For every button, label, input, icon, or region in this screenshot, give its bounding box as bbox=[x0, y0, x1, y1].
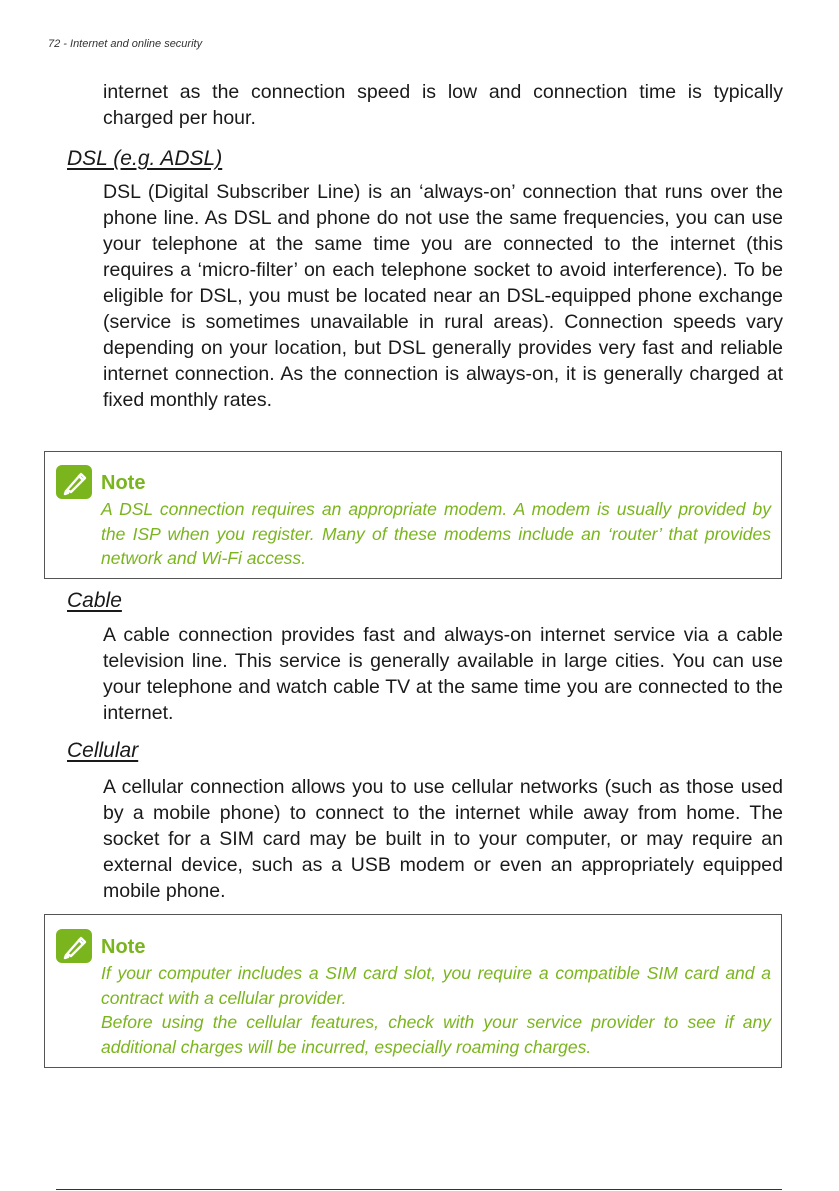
cable-heading: Cable bbox=[67, 589, 122, 612]
note-title: Note bbox=[101, 936, 146, 958]
note-text-1: If your computer includes a SIM card slot, you require a compatible SIM card and a contract with a cellular provider. bbox=[101, 963, 771, 1008]
note-box-dsl bbox=[44, 451, 782, 579]
intro-paragraph: internet as the connection speed is low and connection time is typically charged per hour. bbox=[103, 81, 783, 129]
pencil-icon bbox=[56, 465, 92, 499]
pencil-icon bbox=[56, 929, 92, 963]
dsl-paragraph: DSL (Digital Subscriber Line) is an ‘always-on’ connection that runs over the phone line. As DSL and phone do not use the same frequencies, you can use your telephone at the same time you are connected to the internet (this requires a ‘micro-filter’ on each telephone socket to avoid interference). To be eligible for DSL, you must be located near an DSL-equipped phone exchange (service is sometimes unavailable in rural areas). Connection speeds vary depending on your location, but DSL generally provides very fast and reliable internet connection. As the connection is always-on, it is generally charged at fixed monthly rates. bbox=[103, 181, 783, 411]
footer-divider bbox=[56, 1189, 782, 1190]
note-text: A DSL connection requires an appropriate modem. A modem is usually provided by the ISP when you register. Many of these modems include an ‘router’ that provides network and Wi-Fi access. bbox=[101, 499, 771, 568]
note-box-cellular bbox=[44, 914, 782, 1068]
running-header: 72 - Internet and online security bbox=[48, 38, 203, 50]
note-text-2: Before using the cellular features, check with your service provider to see if any additional charges will be incurred, especially roaming charges. bbox=[101, 1012, 771, 1057]
dsl-heading: DSL (e.g. ADSL) bbox=[67, 147, 223, 170]
note-title: Note bbox=[101, 472, 146, 494]
cable-paragraph: A cable connection provides fast and always-on internet service via a cable television line. This service is generally available in large cities. You can use your telephone and watch cable TV at the same time you are connected to the internet. bbox=[103, 624, 783, 724]
cellular-paragraph: A cellular connection allows you to use cellular networks (such as those used by a mobile phone) to connect to the internet while away from home. The socket for a SIM card may be built in to your computer, or may require an external device, such as a USB modem or even an appropriately equipped mobile phone. bbox=[103, 776, 783, 902]
cellular-heading: Cellular bbox=[67, 739, 139, 762]
